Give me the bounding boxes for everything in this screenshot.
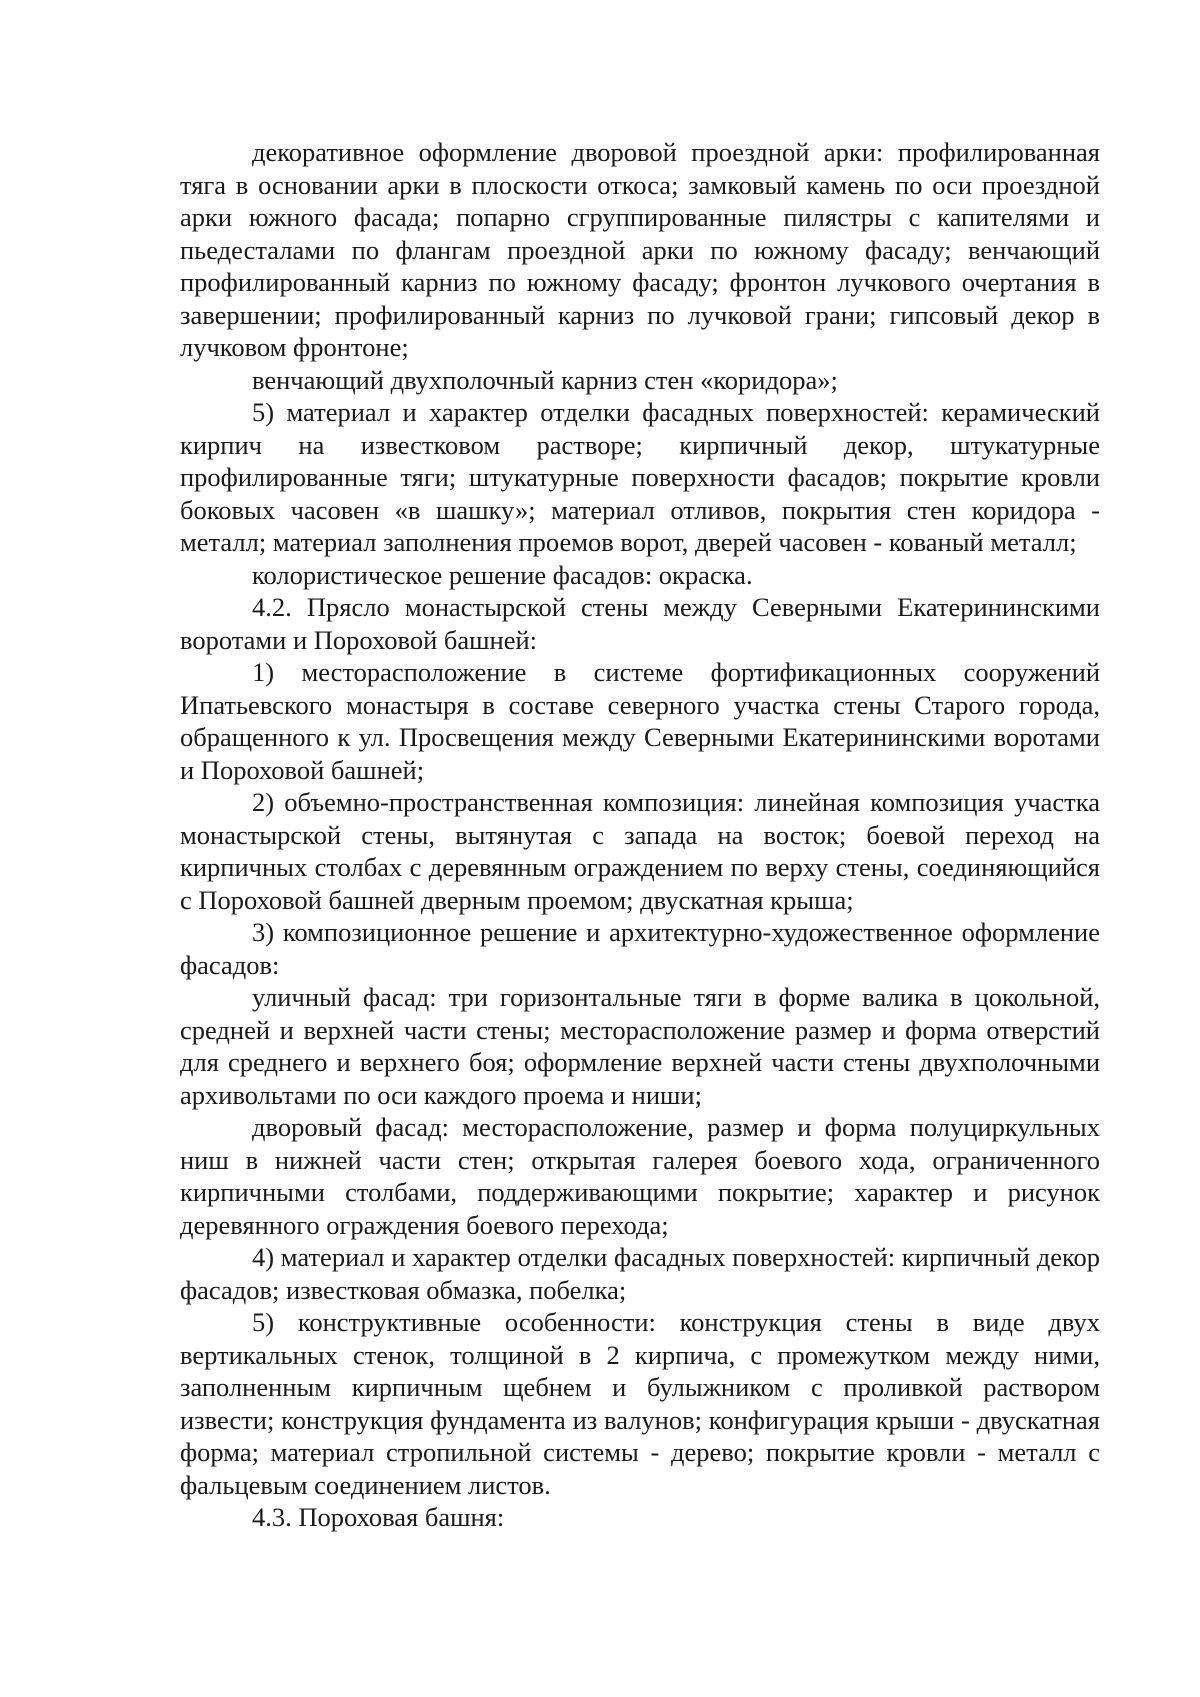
paragraph-yard-facade: дворовый фасад: месторасположение, размер и форма полуциркульных ниш в нижней части стен; открытая галерея боевого хода, ограниченного кирпичными столбами, поддерживающими покрытие; характер и рисунок деревянного ограждения боевого перехода; <box>180 1112 1100 1240</box>
document-body <box>180 136 1100 1534</box>
paragraph-section-4-3: 4.3. Пороховая башня: <box>252 1502 505 1532</box>
paragraph-materials-4: 4) материал и характер отделки фасадных поверхностей: кирпичный декор фасадов; известковая обмазка, побелка; <box>180 1242 1100 1305</box>
paragraph-section-4-2: 4.2. Прясло монастырской стены между Северными Екатерининскими воротами и Пороховой башней: <box>180 592 1100 655</box>
paragraph-location-1: 1) месторасположение в системе фортификационных сооружений Ипатьевского монастыря в составе северного участка стены Старого города, обращенного к ул. Просвещения между Северными Екатерининскими воротами и Пороховой башней; <box>180 657 1100 785</box>
paragraph-arch-decor: декоративное оформление дворовой проездной арки: профилированная тяга в основании арки в плоскости откоса; замковый камень по оси проездной арки южного фасада; попарно сгруппированные пилястры с капителями и пьедесталами по флангам проездной арки по южному фасаду; венчающий профилированный карниз по южному фасаду; фронтон лучкового очертания в завершении; профилированный карниз по лучковой грани; гипсовый декор в лучковом фронтоне; <box>180 137 1100 362</box>
paragraph-corridor-cornice: венчающий двухполочный карниз стен «коридора»; <box>252 364 838 395</box>
paragraph-construction-5: 5) конструктивные особенности: конструкция стены в виде двух вертикальных стенок, толщиной в 2 кирпича, с промежутком между ними, заполненным кирпичным щебнем и булыжником с проливкой раствором извести; конструкция фундамента из валунов; конфигурация крыши - двускатная форма; материал стропильной системы - дерево; покрытие кровли - металл с фальцевым соединением листов. <box>180 1307 1100 1500</box>
paragraph-street-facade: уличный фасад: три горизонтальные тяги в форме валика в цокольной, средней и верхней части стены; месторасположение размер и форма отверстий для среднего и верхнего боя; оформление верхней части стены двухполочными архивольтами по оси каждого проема и ниши; <box>180 982 1100 1110</box>
paragraph-facades-3: 3) композиционное решение и архитектурно-художественное оформление фасадов: <box>180 917 1100 980</box>
paragraph-coloristic: колористическое решение фасадов: окраска. <box>252 559 753 590</box>
paragraph-composition-2: 2) объемно-пространственная композиция: линейная композиция участка монастырской стены, вытянутая с запада на восток; боевой переход на кирпичных столбах с деревянным ограждением по верху стены, соединяющийся с Пороховой башней дверным проемом; двускатная крыша; <box>180 787 1100 915</box>
paragraph-materials-5: 5) материал и характер отделки фасадных поверхностей: керамический кирпич на известковом растворе; кирпичный декор, штукатурные профилированные тяги; штукатурные поверхности фасадов; покрытие кровли боковых часовен «в шашку»; материал отливов, покрытия стен коридора - металл; материал заполнения проемов ворот, дверей часовен - кованый металл; <box>180 397 1100 557</box>
